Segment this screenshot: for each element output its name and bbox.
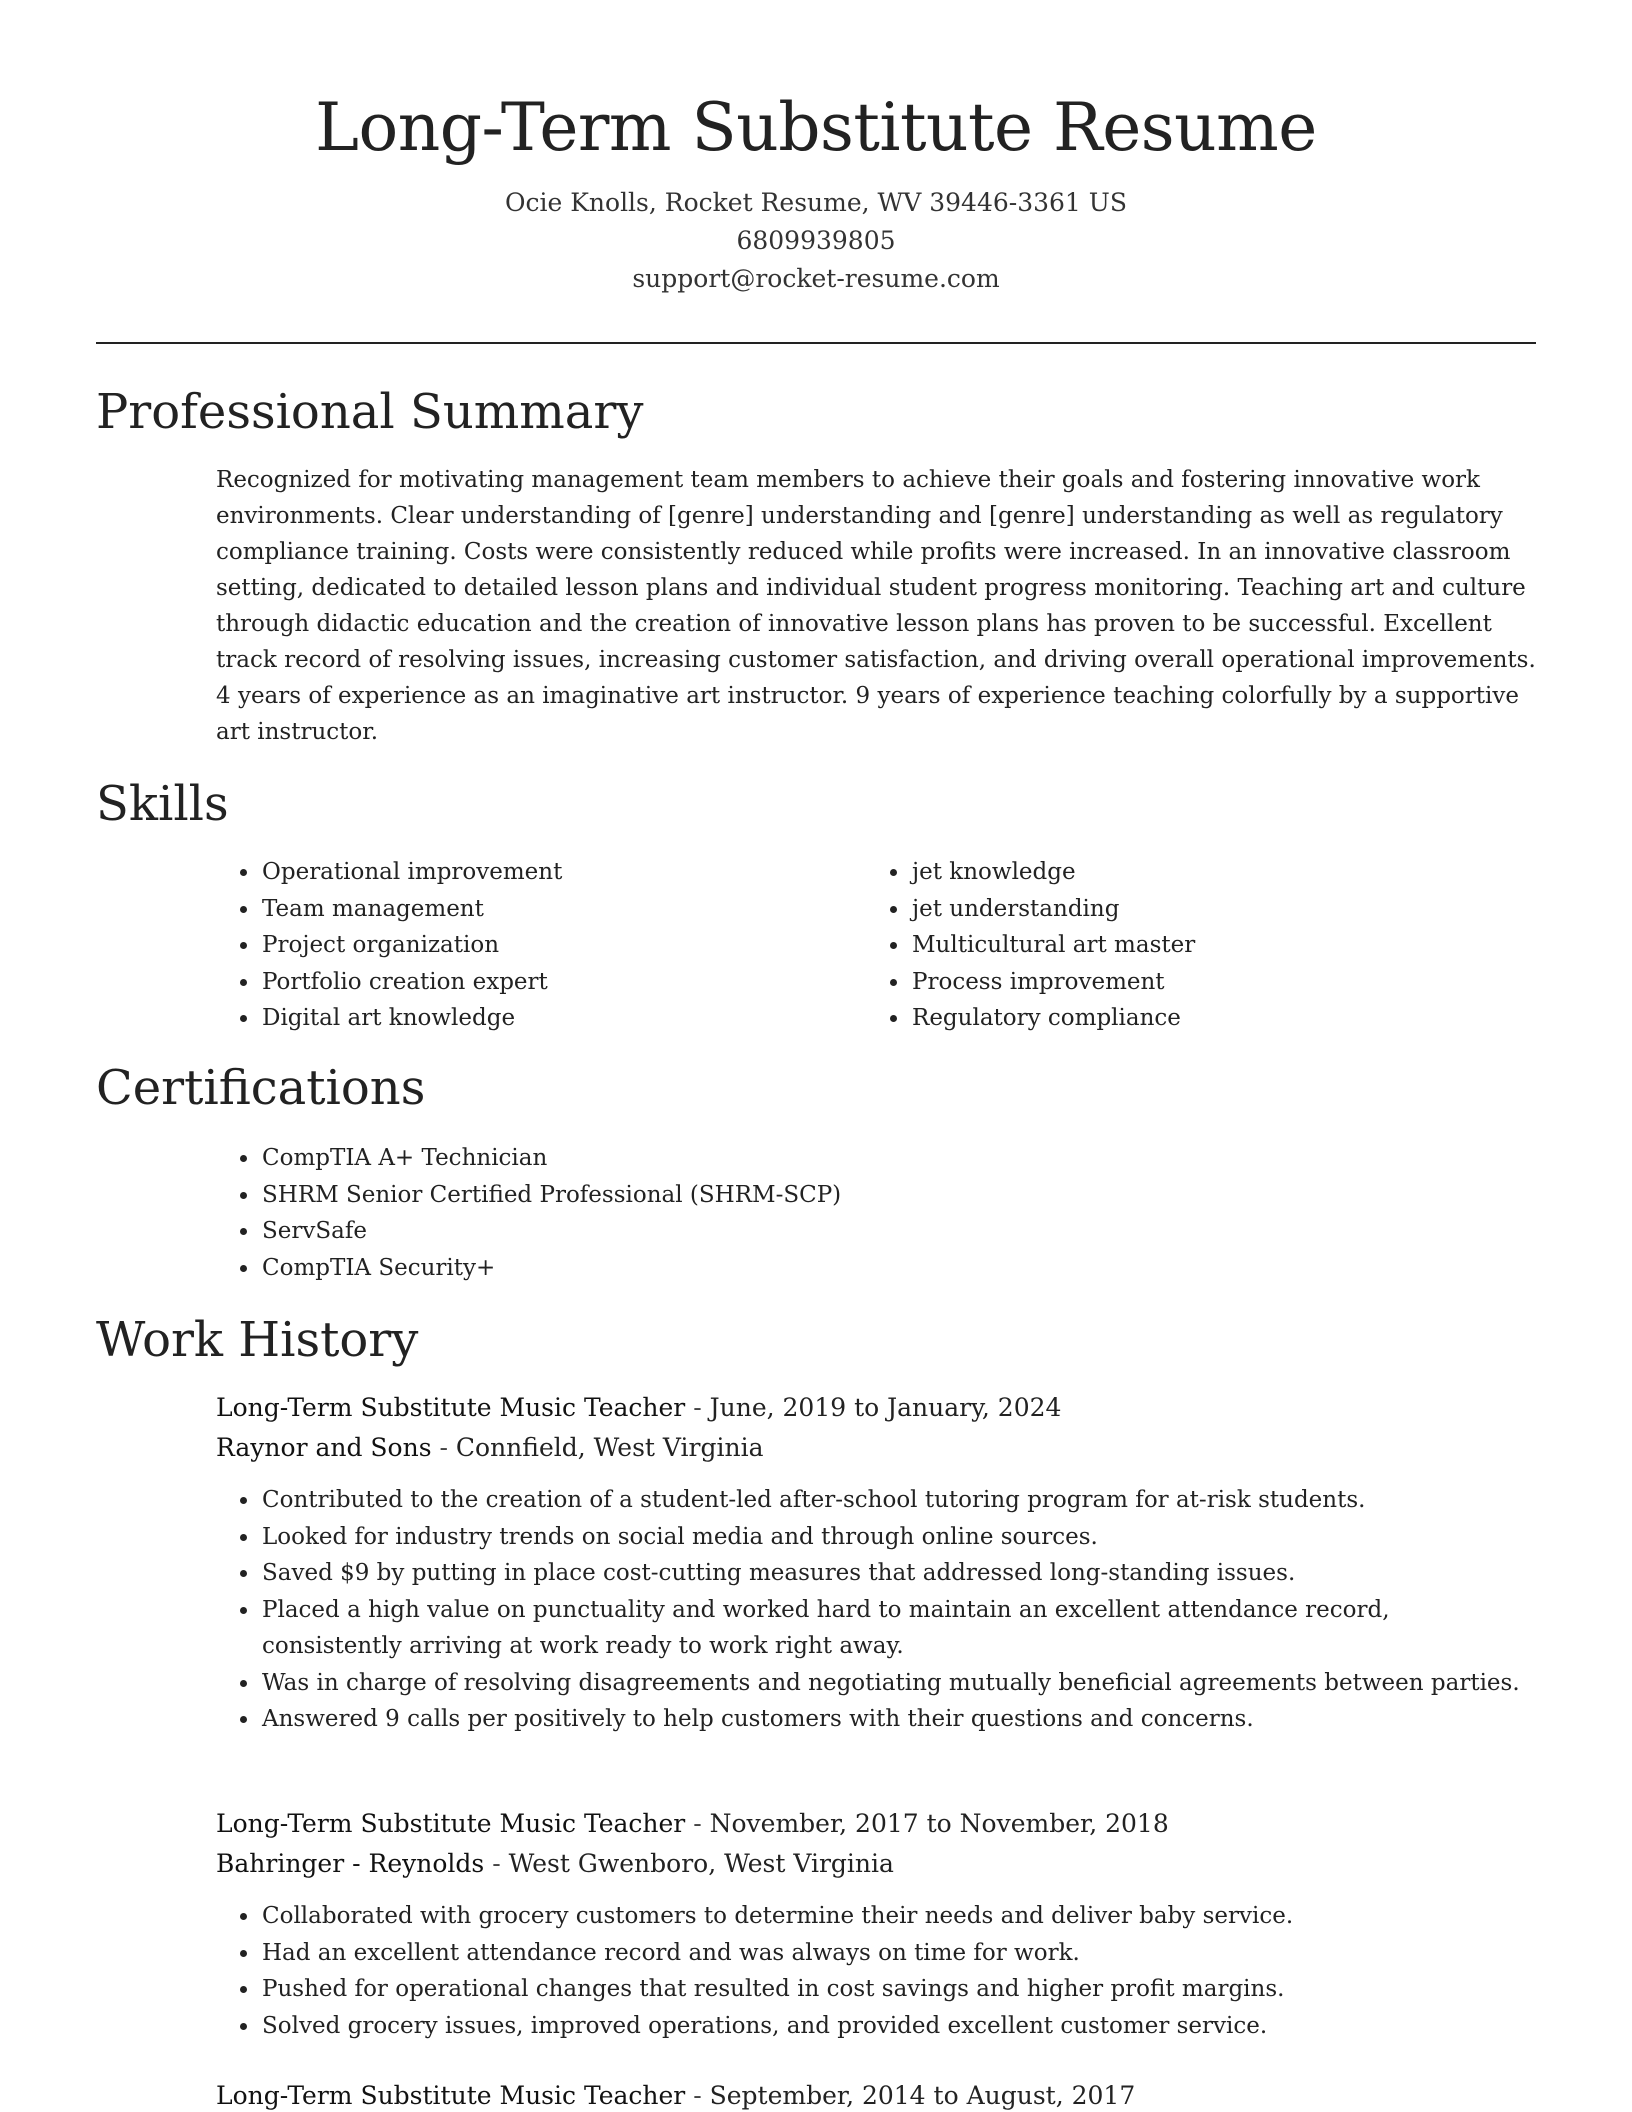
job-dates: September, 2014 to August, 2017 — [709, 2081, 1136, 2110]
job-bullet: • Contributed to the creation of a student-led after-school tutoring program for at-risk students. — [260, 1482, 1520, 1519]
job-1-title-line — [216, 1388, 1061, 1428]
section-heading-skills: Skills — [96, 776, 229, 832]
skill-item: • Portfolio creation expert — [260, 964, 860, 1001]
certification-item: • ServSafe — [260, 1213, 1460, 1250]
separator: - — [685, 1393, 710, 1422]
skill-item: • Regulatory compliance — [910, 1000, 1510, 1037]
contact-info — [96, 184, 1536, 298]
job-location: West Gwenboro, West Virginia — [508, 1849, 894, 1878]
job-bullet: • Was in charge of resolving disagreements and negotiating mutually beneficial agreements between parties. — [260, 1665, 1520, 1702]
header-divider — [96, 342, 1536, 344]
certifications-list — [216, 1140, 1460, 1286]
skills-list-right — [866, 854, 1510, 1037]
separator: - — [685, 2081, 710, 2110]
skill-item: • jet knowledge — [910, 854, 1510, 891]
job-bullet: • Placed a high value on punctuality and worked hard to maintain an excellent attendance record, consistently arriving at work ready to work right away. — [260, 1592, 1520, 1665]
skill-item: • Multicultural art master — [910, 927, 1510, 964]
job-company: Bahringer - Reynolds — [216, 1849, 485, 1878]
certification-item: • SHRM Senior Certified Professional (SHRM-SCP) — [260, 1177, 1460, 1214]
skill-item: • Team management — [260, 891, 860, 928]
job-dates: November, 2017 to November, 2018 — [709, 1809, 1169, 1838]
job-bullet: • Looked for industry trends on social media and through online sources. — [260, 1519, 1520, 1556]
resume-title: Long-Term Substitute Resume — [315, 89, 1317, 166]
resume-header — [96, 80, 1536, 298]
separator: - — [484, 1849, 509, 1878]
skill-item: • Digital art knowledge — [260, 1000, 860, 1037]
section-heading-summary: Professional Summary — [96, 384, 644, 440]
job-dates: June, 2019 to January, 2024 — [709, 1393, 1062, 1422]
section-heading-work-history: Work History — [96, 1312, 419, 1368]
job-title: Long-Term Substitute Music Teacher — [216, 1809, 686, 1838]
job-title: Long-Term Substitute Music Teacher — [216, 2081, 686, 2110]
job-1-company-line — [216, 1428, 763, 1468]
job-2-company-line — [216, 1844, 894, 1884]
skills-list-left — [216, 854, 860, 1037]
job-2-title-line — [216, 1804, 1169, 1844]
job-bullet: • Pushed for operational changes that resulted in cost savings and higher profit margins. — [260, 1971, 1520, 2008]
job-bullet: • Collaborated with grocery customers to determine their needs and deliver baby service. — [260, 1898, 1520, 1935]
job-bullet: • Saved $9 by putting in place cost-cutting measures that addressed long-standing issues. — [260, 1555, 1520, 1592]
separator: - — [685, 1809, 710, 1838]
job-location: Connfield, West Virginia — [455, 1433, 764, 1462]
job-1-bullets — [216, 1482, 1520, 1738]
contact-address: Ocie Knolls, Rocket Resume, WV 39446-3361 US — [505, 188, 1127, 217]
job-bullet: • Had an excellent attendance record and was always on time for work. — [260, 1935, 1520, 1972]
separator: - — [431, 1433, 456, 1462]
summary-paragraph: Recognized for motivating management team members to achieve their goals and fostering innovative work environments. Clear understanding of [genre] understanding and [genre] understanding as well as regulatory compliance training. Costs were consistently reduced while profits were increased. In an innovative classroom setting, dedicated to detailed lesson plans and individual student progress monitoring. Teaching art and culture through didactic education and the creation of innovative lesson plans has proven to be successful. Excellent track record of resolving issues, increasing customer satisfaction, and driving overall operational improvements. 4 years of experience as an imaginative art instructor. 9 years of experience teaching colorfully by a supportive art instructor. — [216, 467, 1536, 745]
job-company: Raynor and Sons — [216, 1433, 432, 1462]
certification-item: • CompTIA Security+ — [260, 1250, 1460, 1287]
contact-phone: 6809939805 — [736, 226, 896, 255]
skill-item: • jet understanding — [910, 891, 1510, 928]
job-2-bullets — [216, 1898, 1520, 2044]
job-bullet: • Solved grocery issues, improved operations, and provided excellent customer service. — [260, 2008, 1520, 2045]
skill-item: • Operational improvement — [260, 854, 860, 891]
contact-email: support@rocket-resume.com — [632, 264, 1000, 293]
skill-item: • Project organization — [260, 927, 860, 964]
job-bullet: • Answered 9 calls per positively to help customers with their questions and concerns. — [260, 1701, 1520, 1738]
job-3-title-line — [216, 2076, 1135, 2112]
skill-item: • Process improvement — [910, 964, 1510, 1001]
section-heading-certifications: Certifications — [96, 1060, 426, 1116]
certification-item: • CompTIA A+ Technician — [260, 1140, 1460, 1177]
job-title: Long-Term Substitute Music Teacher — [216, 1393, 686, 1422]
